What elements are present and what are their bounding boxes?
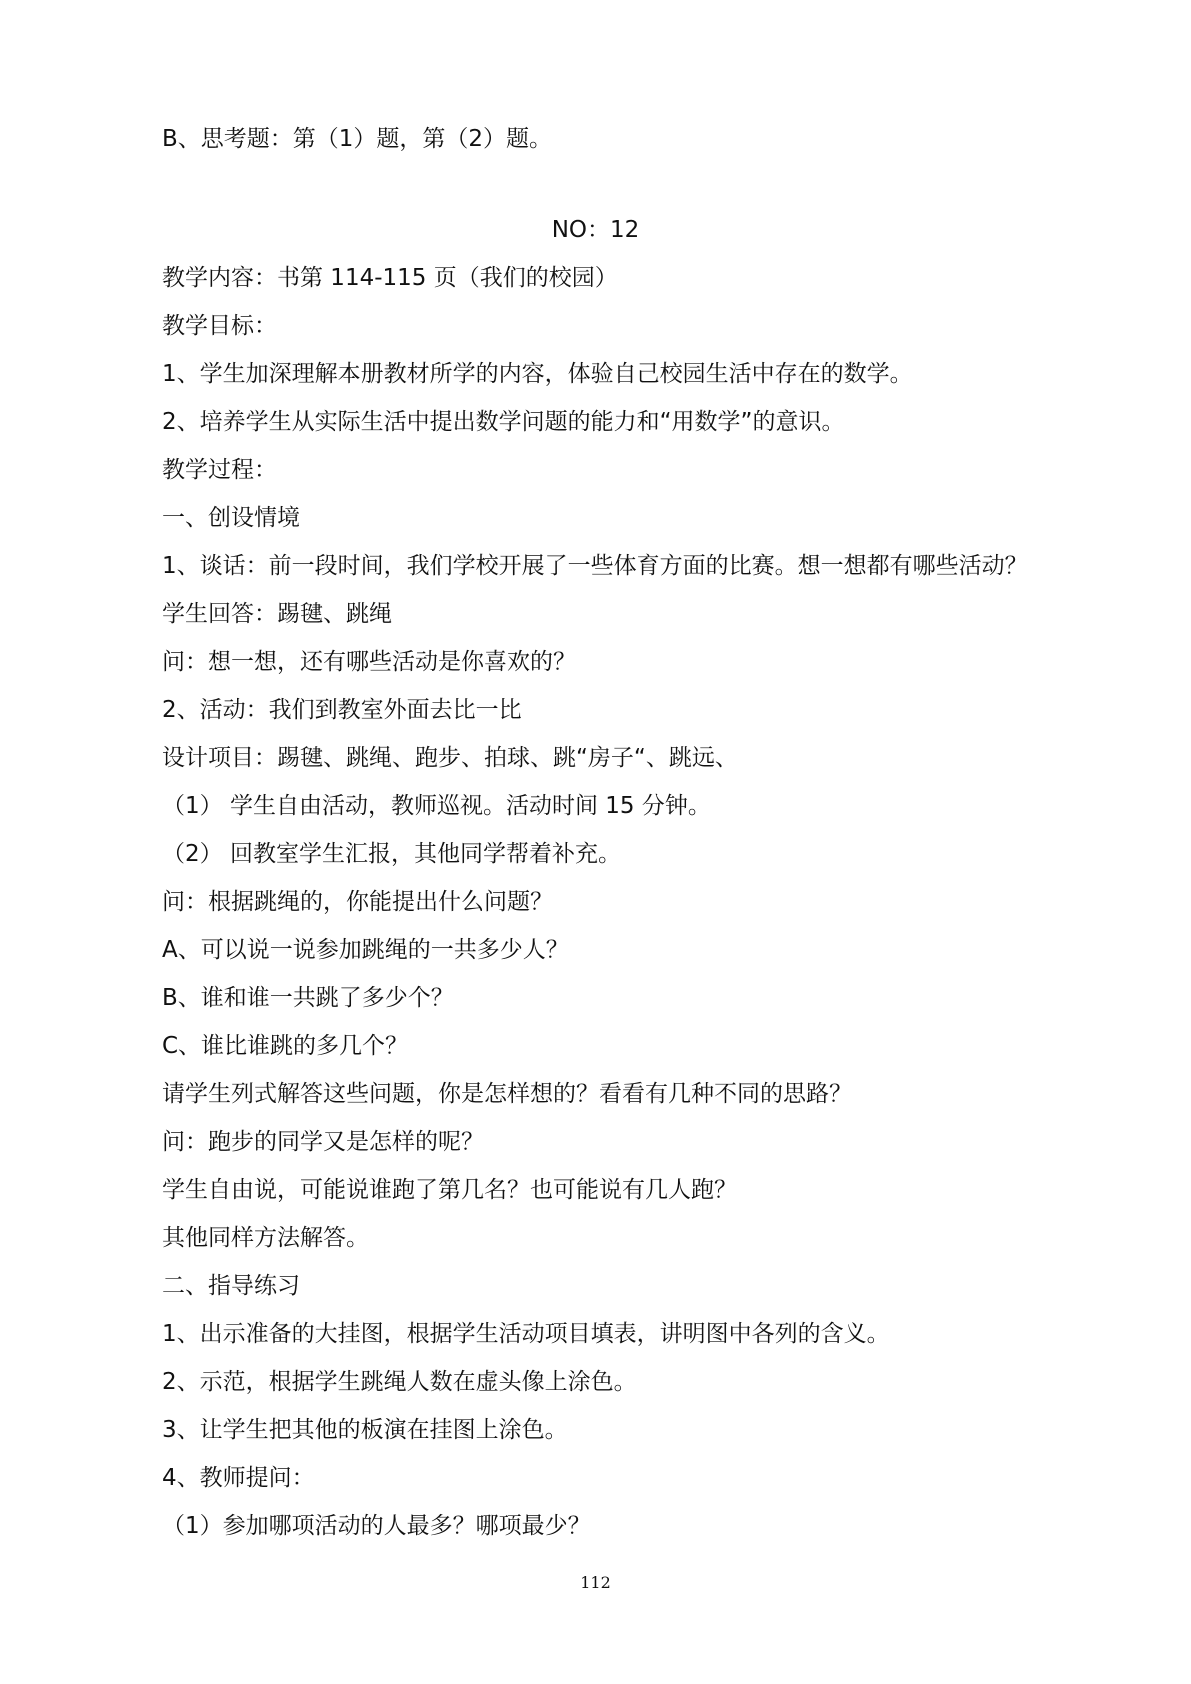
text-line: A、可以说一说参加跳绳的一共多少人？: [162, 937, 569, 963]
text-line: 学生回答：踢毽、跳绳: [162, 601, 392, 627]
text-line: （2） 回教室学生汇报，其他同学帮着补充。: [162, 841, 621, 867]
text-line: 1、谈话：前一段时间，我们学校开展了一些体育方面的比赛。想一想都有哪些活动？: [162, 553, 1028, 579]
text-line: 4、教师提问：: [162, 1465, 315, 1491]
text-line: 问：跑步的同学又是怎样的呢？: [162, 1129, 484, 1155]
text-line: 1、学生加深理解本册教材所学的内容，体验自己校园生活中存在的数学。: [162, 361, 913, 387]
section-heading: 二、指导练习: [162, 1273, 300, 1299]
text-line: （1） 学生自由活动，教师巡视。活动时间 15 分钟。: [162, 793, 711, 819]
text-line: B、谁和谁一共跳了多少个？: [162, 985, 454, 1011]
text-line: 其他同样方法解答。: [162, 1225, 369, 1251]
text-line: 2、示范，根据学生跳绳人数在虚头像上涂色。: [162, 1369, 637, 1395]
text-line: 教学过程：: [162, 457, 277, 483]
text-line: 教学目标：: [162, 313, 277, 339]
text-line: 设计项目：踢毽、跳绳、跑步、拍球、跳“房子“、跳远、: [162, 745, 738, 771]
text-line: 学生自由说，可能说谁跑了第几名？也可能说有几人跑？: [162, 1177, 737, 1203]
text-line: 1、出示准备的大挂图，根据学生活动项目填表，讲明图中各列的含义。: [162, 1321, 890, 1347]
text-line: 教学内容：书第 114-115 页（我们的校园）: [162, 265, 618, 291]
section-heading: 一、创设情境: [162, 505, 300, 531]
text-line: 请学生列式解答这些问题，你是怎样想的？看看有几种不同的思路？: [162, 1081, 852, 1107]
text-line: C、谁比谁跳的多几个？: [162, 1033, 409, 1059]
text-line: （1）参加哪项活动的人最多？哪项最少？: [162, 1513, 591, 1539]
text-line: 3、让学生把其他的板演在挂图上涂色。: [162, 1417, 568, 1443]
text-line: 问：根据跳绳的，你能提出什么问题？: [162, 889, 553, 915]
top-line: B、思考题：第（1）题，第（2）题。: [162, 126, 553, 152]
text-line: 2、培养学生从实际生活中提出数学问题的能力和“用数学”的意识。: [162, 409, 845, 435]
lesson-number-heading: NO：12: [551, 217, 640, 243]
text-line: 问：想一想，还有哪些活动是你喜欢的？: [162, 649, 576, 675]
text-line: 2、活动：我们到教室外面去比一比: [162, 697, 522, 723]
page-number: 112: [580, 1573, 611, 1592]
